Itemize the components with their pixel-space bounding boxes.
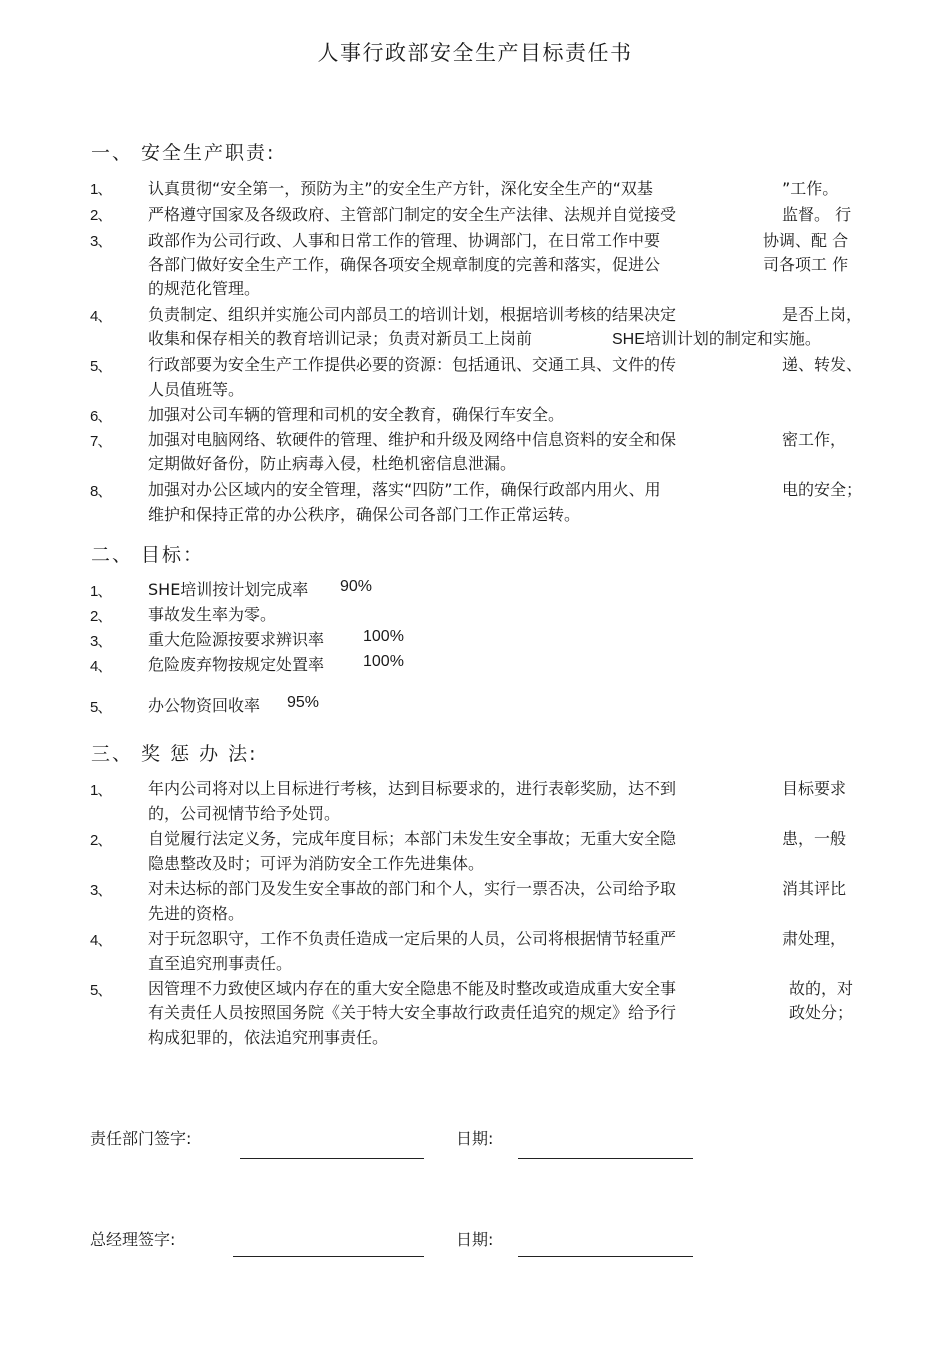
item-text: 直至追究刑事责任。	[148, 954, 293, 973]
item-text-right: 是否上岗，	[782, 305, 863, 324]
item-text: 政部作为公司行政、人事和日常工作的管理、协调部门，在日常工作中要	[148, 231, 661, 250]
item-text: 的规范化管理。	[148, 279, 261, 298]
goal-text: SHE培训按计划完成率	[148, 580, 309, 599]
item-text: 加强对办公区域内的安全管理，落实“四防”工作，确保行政部内用火、用	[148, 480, 661, 499]
goal-value: 90%	[340, 578, 373, 595]
item-text-right: 患，一般	[782, 829, 847, 848]
item-text-mid: SHE培训计划的制定和实施。	[612, 331, 821, 348]
item-text: 加强对公司车辆的管理和司机的安全教育，确保行车安全。	[148, 405, 565, 424]
goal-text: 事故发生率为零。	[148, 605, 277, 624]
goal-text: 危险废弃物按规定处置率	[148, 655, 325, 674]
item-number: 5、	[90, 699, 112, 716]
item-text: 对未达标的部门及发生安全事故的部门和个人，实行一票否决，公司给予取	[148, 879, 677, 898]
item-text-right: 协调、配 合	[763, 231, 849, 250]
department-date-line[interactable]	[518, 1158, 693, 1159]
item-text-right: 肃处理，	[782, 929, 847, 948]
item-text: 定期做好备份，防止病毒入侵，杜绝机密信息泄漏。	[148, 454, 517, 473]
item-number: 1、	[90, 181, 112, 198]
item-text: 认真贯彻“安全第一，预防为主”的安全生产方针，深化安全生产的“双基	[148, 179, 653, 198]
gm-date-label: 日期:	[456, 1230, 494, 1249]
gm-signature-line[interactable]	[233, 1256, 424, 1257]
item-text: 人员值班等。	[148, 380, 245, 399]
goal-text: 重大危险源按要求辨识率	[148, 630, 325, 649]
item-text: 年内公司将对以上目标进行考核，达到目标要求的，进行表彰奖励，达不到	[148, 779, 677, 798]
gm-date-line[interactable]	[518, 1256, 693, 1257]
item-text-right: 消其评比	[782, 879, 847, 898]
item-text: 负责制定、组织并实施公司内部员工的培训计划，根据培训考核的结果决定	[148, 305, 677, 324]
item-text: 维护和保持正常的办公秩序，确保公司各部门工作正常运转。	[148, 505, 581, 524]
item-number: 7、	[90, 433, 112, 450]
item-number: 5、	[90, 358, 112, 375]
section-heading-goals: 二、 目标：	[91, 544, 205, 566]
item-text: 因管理不力致使区域内存在的重大安全隐患不能及时整改或造成重大安全事	[148, 979, 677, 998]
item-text-right: 密工作，	[782, 430, 847, 449]
item-number: 3、	[90, 233, 112, 250]
department-date-label: 日期:	[456, 1129, 494, 1148]
section-heading-rewards-penalties: 三、 奖 惩 办 法:	[91, 743, 258, 765]
item-text: 有关责任人员按照国务院《关于特大安全事故行政责任追究的规定》给予行	[148, 1003, 677, 1022]
item-text: 自觉履行法定义务，完成年度目标；本部门未发生安全事故；无重大安全隐	[148, 829, 677, 848]
item-number: 3、	[90, 633, 112, 650]
item-number: 2、	[90, 832, 112, 849]
item-text-right: 故的，对	[789, 979, 854, 998]
department-signature-line[interactable]	[240, 1158, 424, 1159]
item-text-right: 目标要求	[782, 779, 847, 798]
item-text-right: 递、转发、	[782, 355, 863, 374]
item-text: 构成犯罪的，依法追究刑事责任。	[148, 1028, 389, 1047]
item-text: 对于玩忽职守，工作不负责任造成一定后果的人员，公司将根据情节轻重严	[148, 929, 677, 948]
item-number: 1、	[90, 782, 112, 799]
item-number: 1、	[90, 583, 112, 600]
item-text: 各部门做好安全生产工作，确保各项安全规章制度的完善和落实，促进公	[148, 255, 661, 274]
goal-text: 办公物资回收率	[148, 696, 261, 715]
item-number: 4、	[90, 932, 112, 949]
item-text: 收集和保存相关的教育培训记录；负责对新员工上岗前	[148, 329, 533, 348]
item-text: 的，公司视情节给予处罚。	[148, 804, 341, 823]
item-number: 4、	[90, 308, 112, 325]
goal-value: 95%	[287, 694, 320, 711]
item-number: 5、	[90, 982, 112, 999]
goal-value: 100%	[363, 653, 404, 670]
section-heading-responsibilities: 一、 安全生产职责:	[91, 142, 276, 164]
item-text-right: 监督。 行	[782, 205, 852, 224]
item-number: 2、	[90, 608, 112, 625]
item-text: 行政部要为安全生产工作提供必要的资源：包括通讯、交通工具、文件的传	[148, 355, 677, 374]
item-text: 严格遵守国家及各级政府、主管部门制定的安全生产法律、法规并自觉接受	[148, 205, 677, 224]
document-title: 人事行政部安全生产目标责任书	[317, 41, 633, 65]
item-text-right: ”工作。	[782, 179, 839, 198]
item-text-right: 政处分；	[789, 1003, 854, 1022]
item-text: 隐患整改及时；可评为消防安全工作先进集体。	[148, 854, 485, 873]
item-text-right: 司各项工 作	[763, 255, 849, 274]
gm-signature-label: 总经理签字:	[90, 1230, 176, 1249]
item-number: 3、	[90, 882, 112, 899]
item-number: 6、	[90, 408, 112, 425]
item-text: 加强对电脑网络、软硬件的管理、维护和升级及网络中信息资料的安全和保	[148, 430, 677, 449]
item-number: 8、	[90, 483, 112, 500]
department-signature-label: 责任部门签字:	[90, 1129, 192, 1148]
item-number: 2、	[90, 207, 112, 224]
item-text: 先进的资格。	[148, 904, 245, 923]
goal-value: 100%	[363, 628, 404, 645]
item-text-right: 电的安全；	[782, 480, 863, 499]
item-number: 4、	[90, 658, 112, 675]
